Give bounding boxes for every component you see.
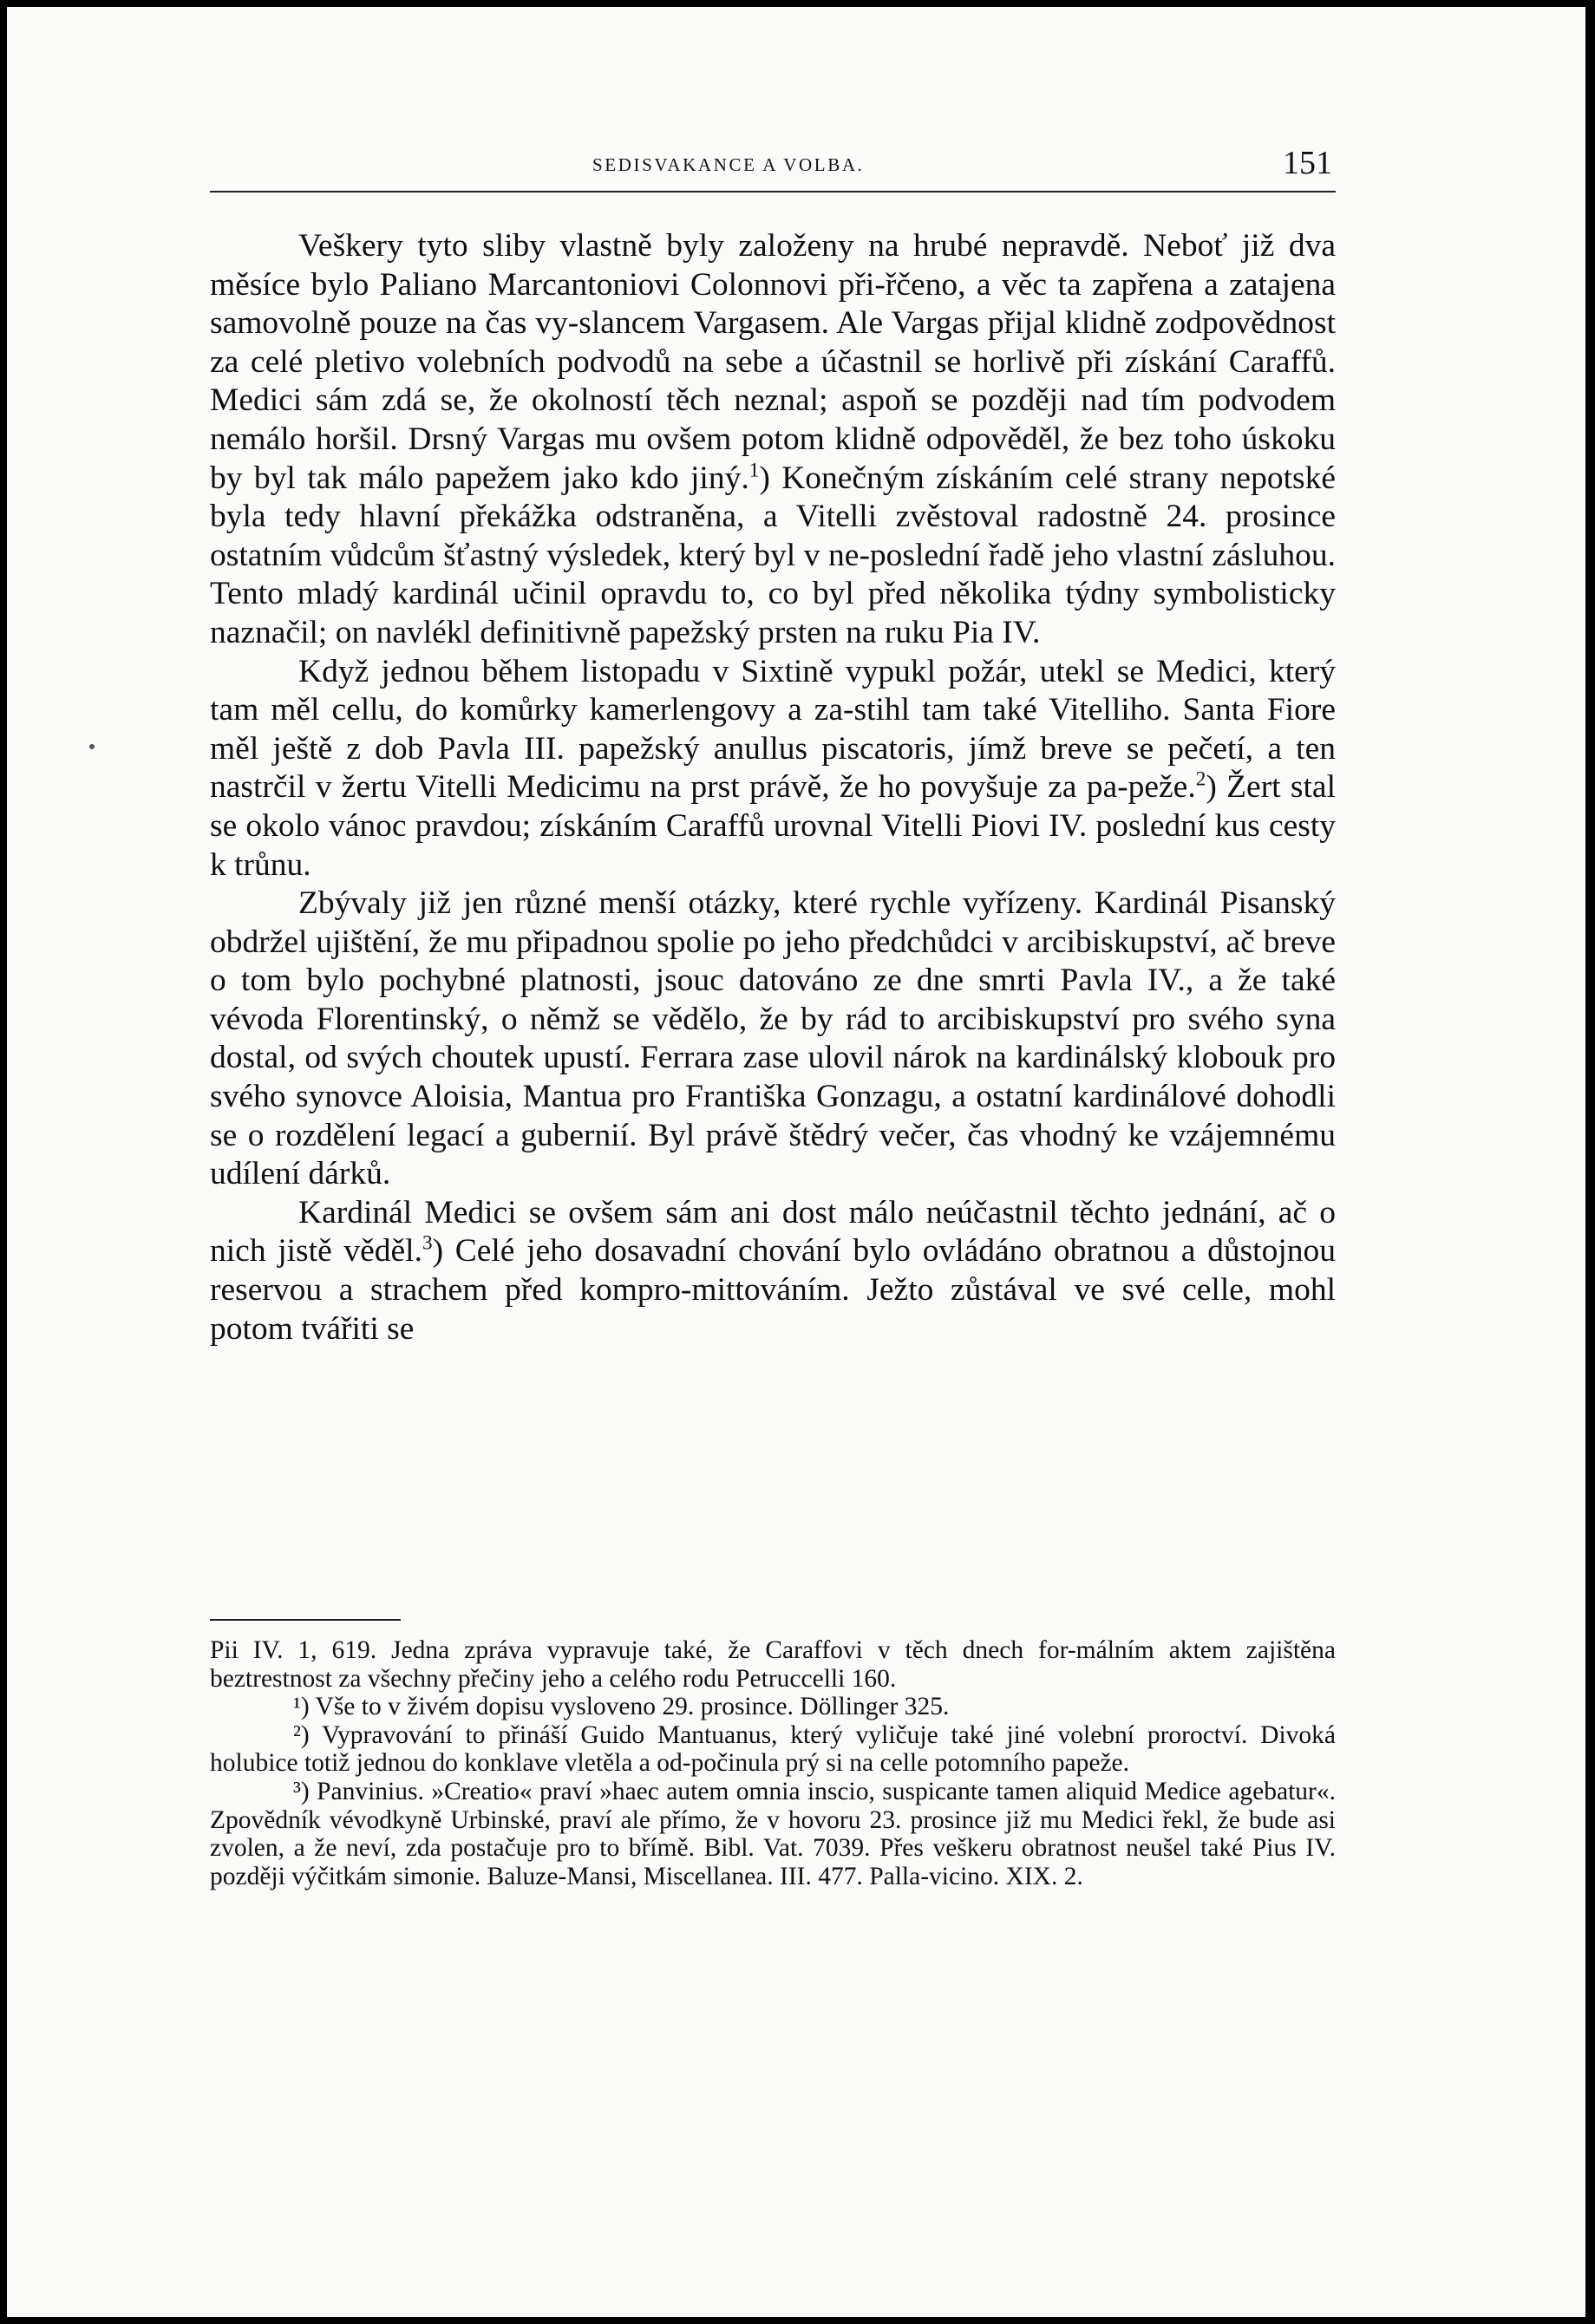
paragraph — [210, 1194, 1336, 1348]
paragraph-text: ) Konečným získáním celé strany nepotské byla tedy hlavní překážka odstraněna, a Vitelli zvěstoval radostně 24. prosince ostatním vůdcům šťastný výsledek, který byl v ne-poslední řadě jeho vlastní zásluhou. Tento mladý kardinál učinil opravdu to, co byl před několika týdny symbolisticky naznačil; on navlékl definitivně papežský prsten na ruku Pia IV. — [210, 460, 1336, 650]
header-rule — [210, 191, 1336, 193]
paragraph — [210, 885, 1336, 1194]
footnote — [210, 1778, 1336, 1890]
footnote-continuation: Pii IV. 1, 619. Jedna zpráva vypravuje také, že Caraffovi v těch dnech for-málním aktem zajištěna beztrestnost za všechny přečiny jeho a celého rodu Petruccelli 160. — [210, 1636, 1336, 1693]
paragraph-text: ) Celé jeho dosavadní chování bylo ovládáno obratnou a důstojnou reservou a strachem před kompro-mittováním. Ježto zůstával ve své celle, mohl potom tvářiti se — [210, 1233, 1337, 1347]
body-text — [210, 227, 1336, 1348]
footnote-rule — [210, 1619, 401, 1621]
page-header — [210, 146, 1336, 187]
paragraph — [210, 653, 1336, 885]
footnote-mark: ³ — [293, 1777, 301, 1805]
footnote-text: ) Vše to v živém dopisu vysloveno 29. prosince. Döllinger 325. — [300, 1693, 950, 1721]
footnote-text: ) Panvinius. »Creatio« praví »haec autem omnia inscio, suspicante tamen aliquid Medice agebatur«. Zpovědník vévodkyně Urbinské, praví ale přímo, že v hovoru 23. prosince již mu Medici řekl, že bude asi zvolen, a že neví, zda postačuje pro to břímě. Bibl. Vat. 7039. Přes veškeru obratnost neušel také Pius IV. později výčitkám simonie. Baluze-Mansi, Miscellanea. III. 477. Palla-vicino. XIX. 2. — [210, 1777, 1336, 1890]
page-number: 151 — [1283, 145, 1332, 181]
running-head: SEDISVAKANCE A VOLBA. — [592, 154, 865, 175]
footnote-ref: 2 — [1195, 767, 1206, 791]
paragraph-text: Kardinál Medici se ovšem sám ani dost málo neúčastnil těchto jednání, ač o nich jistě věděl. — [210, 1194, 1336, 1270]
paragraph — [210, 227, 1336, 653]
footnote — [210, 1721, 1336, 1778]
footnote-ref: 1 — [748, 459, 760, 482]
footnotes — [210, 1636, 1336, 1890]
paragraph-text: ) Žert stal se okolo vánoc pravdou; získáním Caraffů urovnal Vitelli Piovi IV. poslední kus cesty k trůnu. — [210, 769, 1336, 883]
footnote-text: ) Vypravování to přináší Guido Mantuanus, který vyličuje také jiné volební proroctví. Divoká holubice totiž jednou do konklave vletěla a od-počinula prý si na celle potomního papeže. — [210, 1720, 1336, 1778]
paragraph-text: Veškery tyto sliby vlastně byly založeny na hrubé nepravdě. Neboť již dva měsíce bylo Paliano Marcantoniovi Colonnovi při-řčeno, a věc ta zapřena a zatajena samovolně pouze na čas vy-slancem Vargasem. Ale Vargas přijal klidně zodpovědnost za celé pletivo volebních podvodů na sebe a účastnil se horlivě při získání Caraffů. Medici sám zdá se, že okolností těch neznal; aspoň se později nad tím podvodem nemálo horšil. Drsný Vargas mu ovšem potom klidně odpověděl, že bez toho úskoku by byl tak málo papežem jako kdo jiný. — [210, 228, 1336, 496]
footnote — [210, 1693, 1336, 1721]
footnote-ref: 3 — [422, 1231, 433, 1255]
margin-mark — [89, 744, 95, 749]
footnote-mark: ¹ — [293, 1693, 301, 1721]
footnote-mark: ² — [293, 1720, 301, 1749]
paragraph-text: Zbývaly již jen různé menší otázky, které rychle vyřízeny. Kardinál Pisanský obdržel ujištění, že mu připadnou spolie po jeho předchůdci v arcibiskupství, ač breve o tom bylo pochybné platnosti, jsouc datováno ze dne smrti Pavla IV., a že také vévoda Florentinský, o němž se vědělo, že by rád to arcibiskupství pro svého syna dostal, od svých choutek upustí. Ferrara zase ulovil nárok na kardinálský klobouk pro svého synovce Aloisia, Mantua pro Františka Gonzagu, a ostatní kardinálové dohodli se o rozdělení legací a gubernií. Byl právě štědrý večer, čas vhodný ke vzájemnému udílení dárků. — [210, 885, 1336, 1192]
paragraph-text: Když jednou během listopadu v Sixtině vypukl požár, utekl se Medici, který tam měl cellu, do komůrky kamerlengovy a za-stihl tam také Vitelliho. Santa Fiore měl ještě z dob Pavla III. papežský anullus piscatoris, jímž breve se pečetí, a ten nastrčil v žertu Vitelli Medicimu na prst právě, že ho povyšuje za pa-peže. — [210, 653, 1336, 806]
